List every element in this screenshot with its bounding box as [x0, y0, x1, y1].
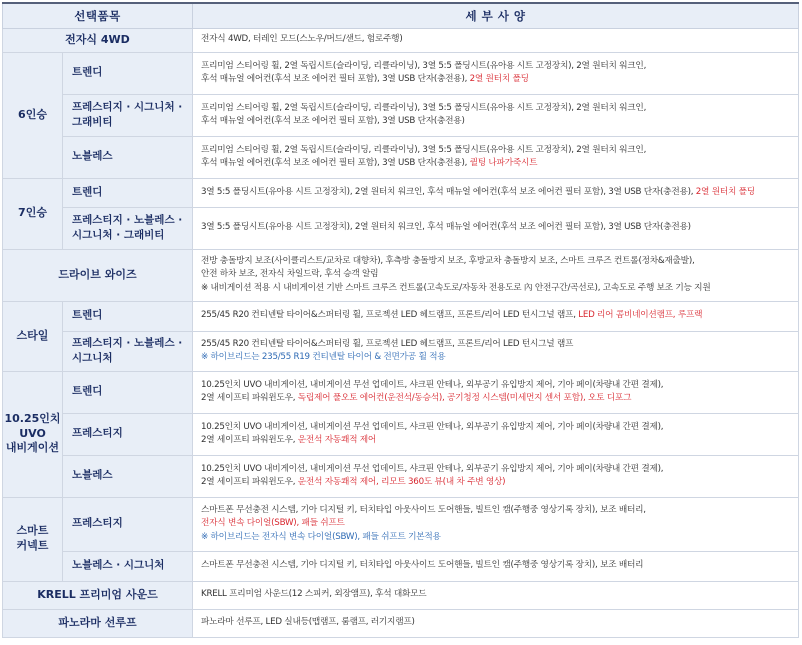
sub-label-nav-noblesse: 노블레스: [63, 455, 193, 497]
cat-label-line: 커넥트: [16, 539, 49, 552]
row-detail-6seat-prestige: [193, 94, 799, 136]
sub-label-line: 시그니처 · 그래비티: [72, 229, 165, 241]
detail-line: 스마트폰 무선충전 시스템, 기아 디지털 키, 터치타입 아웃사이드 도어핸들, 빌트인 캠(주행중 영상기록 장치), 보조 배터리,: [201, 504, 646, 515]
detail-text: 2열 세이프티 파워윈도우,: [201, 435, 298, 445]
detail-line: 255/45 R20 컨티넨탈 타이어&스퍼터링 휠, 프로젝션 LED 헤드램프, 프론트/리어 LED 턴시그널 램프: [201, 338, 574, 349]
sub-label-6seat-prestige: [63, 94, 193, 136]
detail-text: 후석 매뉴얼 에어컨(후석 보조 에어컨 필터 포함), 3열 USB 단자(충전용),: [201, 74, 470, 84]
detail-line: 10.25인치 UVO 내비게이션, 내비게이션 무선 업데이트, 샤크핀 안테나, 외부공기 유입방지 제어, 기아 페이(차량내 간편 결제),: [201, 421, 664, 432]
detail-text: 3열 5:5 폴딩시트(유아용 시트 고정장치), 2열 원터치 워크인, 후석 매뉴얼 에어컨(후석 보조 에어컨 필터 포함), 3열 USB 단자(충전용),: [201, 186, 696, 197]
table-row: [3, 331, 799, 371]
detail-line: 후석 매뉴얼 에어컨(후석 보조 에어컨 필터 포함), 3열 USB 단자(충전용): [201, 116, 465, 126]
detail-line: 10.25인치 UVO 내비게이션, 내비게이션 무선 업데이트, 샤크핀 안테나, 외부공기 유입방지 제어, 기아 페이(차량내 간편 결제),: [201, 463, 664, 474]
cat-label-line: 스마트: [16, 524, 49, 538]
detail-text: 255/45 R20 컨티넨탈 타이어&스퍼터링 휠, 프로젝션 LED 헤드램프, 프론트/리어 LED 턴시그널 램프,: [201, 310, 579, 321]
row-label-krell: KRELL 프리미엄 사운드: [3, 581, 193, 609]
sub-label-6seat-trendy: 트렌디: [63, 52, 193, 94]
table-row: [3, 136, 799, 178]
sub-label-style-trendy: 트렌디: [63, 301, 193, 331]
detail-line: 안전 하차 보조, 전자식 차일드락, 후석 승객 알림: [201, 269, 379, 280]
detail-note: ※ 하이브리드는 235/55 R19 컨티넨탈 타이어 & 전면가공 휠 적용: [201, 352, 446, 362]
detail-line: 전자식 4WD, 터레인 모드(스노우/머드/샌드, 험로주행): [201, 34, 403, 45]
detail-highlight: 퀼팅 나파가죽시트: [469, 158, 538, 168]
detail-line: 파노라마 선루프, LED 실내등(맵램프, 룸램프, 러기지램프): [201, 617, 415, 628]
detail-line: [201, 392, 792, 405]
row-label-navigation: [3, 371, 63, 497]
detail-line: 3열 5:5 폴딩시트(유아용 시트 고정장치), 2열 원터치 워크인, 후석 매뉴얼 에어컨(후석 보조 에어컨 필터 포함), 3열 USB 단자(충전용): [201, 222, 691, 233]
detail-line: KRELL 프리미엄 사운드(12 스피커, 외장앰프), 후석 대화모드: [201, 589, 427, 600]
sub-label-nav-prestige: 프레스티지: [63, 413, 193, 455]
row-detail-smart-noblesse: [193, 551, 799, 581]
detail-line: 프리미엄 스티어링 휠, 2열 독립시트(슬라이딩, 리클라이닝), 3열 5:5 폴딩시트(유아용 시트 고정장치), 2열 원터치 워크인,: [201, 102, 647, 113]
detail-line: [201, 309, 792, 322]
detail-line: 전방 충돌방지 보조(사이클리스트/교차로 대향차), 후측방 충돌방지 보조, 후방교차 충돌방지 보조, 스마트 크루즈 컨트롤(정차&재출발),: [201, 255, 695, 266]
row-label-style: 스타일: [3, 301, 63, 371]
table-row: [3, 413, 799, 455]
options-spec-table: [2, 2, 799, 638]
cat-label-line: UVO: [19, 426, 46, 440]
row-detail-krell: [193, 581, 799, 609]
row-detail-nav-trendy: [193, 371, 799, 413]
detail-line: [201, 186, 792, 199]
sub-label-smart-prestige: 프레스티지: [63, 497, 193, 551]
detail-line: 10.25인치 UVO 내비게이션, 내비게이션 무선 업데이트, 샤크핀 안테나, 외부공기 유입방지 제어, 기아 페이(차량내 간편 결제),: [201, 379, 664, 390]
row-detail-nav-noblesse: [193, 455, 799, 497]
table-row: [3, 249, 799, 301]
detail-line: [201, 157, 792, 170]
sub-label-style-prestige: [63, 331, 193, 371]
row-detail-smart-prestige: [193, 497, 799, 551]
detail-line: [201, 476, 792, 489]
detail-line: 프리미엄 스티어링 휠, 2열 독립시트(슬라이딩, 리클라이닝), 3열 5:5 폴딩시트(유아용 시트 고정장치), 2열 원터치 워크인,: [201, 60, 647, 71]
row-detail-style-prestige: [193, 331, 799, 371]
detail-text: 2열 세이프티 파워윈도우,: [201, 477, 298, 487]
row-detail-panorama: [193, 609, 799, 637]
table-row: [3, 301, 799, 331]
detail-line: ※ 내비게이션 적용 시 내비게이션 기반 스마트 크루즈 컨트롤(고속도로/자동차 전용도로 內 안전구간/곡선로), 고속도로 주행 보조 기능 지원: [201, 282, 711, 293]
row-label-drivewise: 드라이브 와이즈: [3, 249, 193, 301]
detail-text: 후석 매뉴얼 에어컨(후석 보조 에어컨 필터 포함), 3열 USB 단자(충전용),: [201, 158, 470, 168]
sub-label-line: 프레스티지 · 노블레스 ·: [72, 213, 183, 226]
table-row: [3, 497, 799, 551]
row-detail-nav-prestige: [193, 413, 799, 455]
detail-line: 프리미엄 스티어링 휠, 2열 독립시트(슬라이딩, 리클라이닝), 3열 5:5 폴딩시트(유아용 시트 고정장치), 2열 원터치 워크인,: [201, 144, 647, 155]
table-row: [3, 52, 799, 94]
detail-highlight: 운전석 자동쾌적 제어, 리모트 360도 뷰(내 차 주변 영상): [297, 477, 506, 487]
row-label-7seat: 7인승: [3, 178, 63, 249]
row-detail-6seat-noblesse: [193, 136, 799, 178]
table-row: [3, 178, 799, 207]
sub-label-7seat-prestige: [63, 207, 193, 249]
options-table-container: [2, 2, 798, 638]
detail-highlight: 운전석 자동쾌적 제어: [297, 435, 377, 445]
detail-line: [201, 73, 792, 86]
row-label-smart-connect: [3, 497, 63, 581]
table-row: [3, 581, 799, 609]
detail-highlight: 2열 원터치 폴딩: [695, 186, 755, 197]
row-label-awd: 전자식 4WD: [3, 28, 193, 52]
cat-label-line: 10.25인치: [4, 411, 61, 425]
cat-label-line: 내비게이션: [5, 441, 60, 455]
sub-label-6seat-noblesse: 노블레스: [63, 136, 193, 178]
table-row: [3, 455, 799, 497]
detail-line: [201, 434, 792, 447]
table-row: [3, 551, 799, 581]
row-label-panorama: 파노라마 선루프: [3, 609, 193, 637]
header-item: 선택품목: [3, 3, 193, 28]
table-row: [3, 207, 799, 249]
detail-text: 2열 세이프티 파워윈도우,: [201, 393, 298, 403]
detail-highlight: 전자식 변속 다이얼(SBW), 패들 쉬프트: [201, 518, 345, 529]
table-row: [3, 94, 799, 136]
row-detail-awd: [193, 28, 799, 52]
sub-label-smart-noblesse: 노블레스 · 시그니처: [63, 551, 193, 581]
sub-label-line: 프레스티지 · 노블레스 ·: [72, 336, 183, 349]
sub-label-line: 프레스티지 · 시그니처 ·: [72, 100, 183, 113]
sub-label-line: 시그니처: [72, 352, 113, 364]
detail-note: ※ 하이브리드는 전자식 변속 다이얼(SBW), 패들 쉬프트 기본적용: [201, 531, 441, 542]
table-row: [3, 371, 799, 413]
row-detail-style-trendy: [193, 301, 799, 331]
sub-label-line: 그래비티: [72, 116, 113, 128]
detail-line: 스마트폰 무선충전 시스템, 기아 디지털 키, 터치타입 아웃사이드 도어핸들, 빌트인 캠(주행중 영상기록 장치), 보조 배터리: [201, 560, 644, 571]
table-row: [3, 609, 799, 637]
detail-highlight: 독립제어 풀오토 에어컨(운전석/동승석), 공기청정 시스템(미세먼지 센서 포함), 오토 디포그: [297, 393, 632, 403]
sub-label-7seat-trendy: 트렌디: [63, 178, 193, 207]
sub-label-nav-trendy: 트렌디: [63, 371, 193, 413]
header-detail: 세 부 사 양: [193, 3, 799, 28]
table-header-row: [3, 3, 799, 28]
detail-highlight: LED 리어 콤비네이션램프, 루프랙: [578, 310, 703, 321]
detail-highlight: 2열 원터치 폴딩: [469, 74, 529, 84]
row-detail-drivewise: [193, 249, 799, 301]
row-label-6seat: 6인승: [3, 52, 63, 178]
row-detail-7seat-trendy: [193, 178, 799, 207]
row-detail-7seat-prestige: [193, 207, 799, 249]
table-row: [3, 28, 799, 52]
row-detail-6seat-trendy: [193, 52, 799, 94]
